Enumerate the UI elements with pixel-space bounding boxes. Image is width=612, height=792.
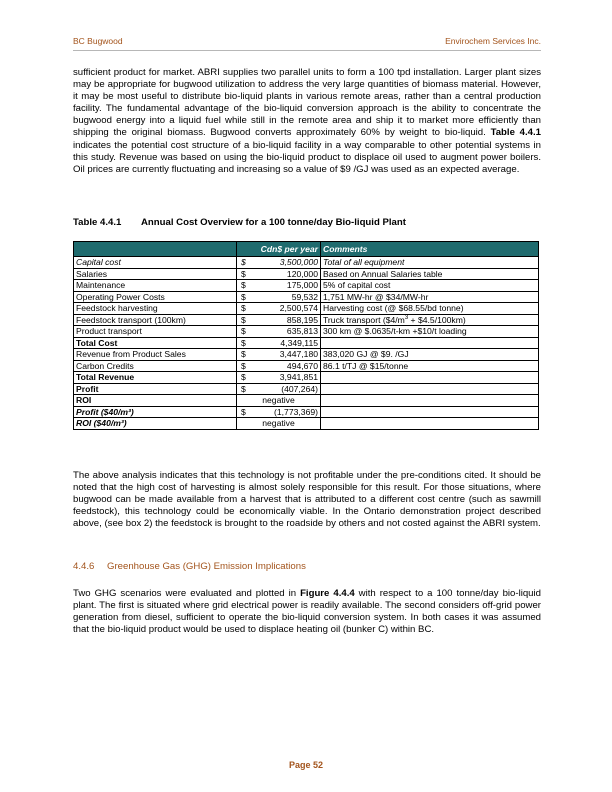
row-label: Feedstock harvesting [74, 303, 237, 315]
intro-paragraph-text-end: indicates the potential cost structure of a bio-liquid facility in a way comparable to other potential systems in this study. Revenue was based on using the bio-liquid product to displace oil used to augment power boilers. Oil prices are currently fluctuating and increasing so a value of $9 /GJ was used as an expected average. [73, 139, 541, 175]
row-label: Profit [74, 383, 237, 395]
table-row [74, 349, 539, 361]
amount: 59,532 [291, 291, 318, 302]
header-value: Cdn$ per year [237, 242, 321, 257]
row-comment [321, 337, 539, 349]
dollar-sign: $ [241, 406, 246, 417]
amount: 4,349,115 [280, 337, 318, 348]
amount: 2,500,574 [279, 303, 318, 314]
figure-reference-link: Figure 4.4.4 [300, 588, 355, 599]
table-row [74, 406, 539, 418]
intro-paragraph [73, 67, 541, 176]
page-header [73, 36, 541, 50]
table-row [74, 280, 539, 292]
row-label: Capital cost [74, 257, 237, 269]
table-row [74, 395, 539, 407]
table-caption [73, 217, 541, 228]
row-label: Total Cost [74, 337, 237, 349]
table-row [74, 268, 539, 280]
dollar-sign: $ [241, 303, 246, 313]
dollar-sign: $ [241, 257, 246, 267]
page-number: Page 52 [288, 760, 324, 770]
amount: (1,773,369) [274, 406, 318, 417]
row-comment [321, 383, 539, 395]
dollar-sign: $ [241, 280, 246, 290]
dollar-sign: $ [241, 291, 246, 302]
dollar-sign: $ [241, 360, 246, 371]
amount: 120,000 [286, 268, 318, 279]
header-comments: Comments [321, 242, 539, 257]
ghg-paragraph-text-end: with respect to a 100 tonne/day bio-liquid plant. The first is situated where grid electrical power is readily available. The second considers off-grid power generation from diesel, sufficient to operate the bio-liquid conversion system. In both cases it was assumed that the bio-liquid product would be used to displace heating oil (bunker C) within BC. [73, 588, 541, 636]
dollar-sign: $ [241, 349, 246, 359]
row-value [237, 372, 321, 384]
analysis-paragraph: The above analysis indicates that this technology is not profitable under the pre-conditions cited. It should be noted that the high cost of harvesting is almost solely responsible for this result. For those situations, where bugwood can be made available from a harvest that is attributed to a different cost centre (such as sawmill feedstock), this technology could be economically viable. In the Ontario demonstration project described above, (see box 2) the feedstock is brought to the roadside by others and not costed against the ABRI system. [73, 470, 541, 530]
row-value [237, 303, 321, 315]
ghg-paragraph-text: Two GHG scenarios were evaluated and plotted in [73, 588, 301, 599]
table-row [74, 372, 539, 384]
table-row [74, 337, 539, 349]
row-label: Salaries [74, 268, 237, 280]
row-comment: Based on Annual Salaries table [321, 268, 539, 280]
row-comment [321, 314, 539, 326]
row-comment: Harvesting cost (@ $68.55/bd tonne) [321, 303, 539, 315]
section-number: 4.4.6 [73, 561, 95, 572]
row-value [237, 268, 321, 280]
row-value [237, 349, 321, 361]
row-value [237, 326, 321, 338]
comment-text-end: + $4.5/100km) [408, 314, 466, 325]
dollar-sign: $ [241, 337, 246, 348]
row-comment: 1,751 MW-hr @ $34/MW-hr [321, 291, 539, 303]
row-label: Product transport [74, 326, 237, 338]
row-value: negative [237, 395, 321, 407]
header-divider [73, 50, 541, 51]
table-row [74, 326, 539, 338]
row-label: Feedstock transport (100km) [74, 314, 237, 326]
section-title: Greenhouse Gas (GHG) Emission Implications [107, 561, 306, 572]
row-comment: 5% of capital cost [321, 280, 539, 292]
table-row [74, 303, 539, 315]
row-value [237, 314, 321, 326]
row-label: Maintenance [74, 280, 237, 292]
row-value: negative [237, 418, 321, 430]
dollar-sign: $ [241, 268, 246, 279]
superscript: 3 [404, 314, 409, 321]
section-heading [73, 561, 541, 572]
table-row [74, 383, 539, 395]
table-row [74, 360, 539, 372]
header-right-title: Envirochem Services Inc. [445, 36, 541, 46]
row-value [237, 280, 321, 292]
cost-overview-table [73, 241, 539, 430]
row-value [237, 383, 321, 395]
row-label: Profit ($40/m³) [74, 406, 237, 418]
amount: (407,264) [281, 383, 318, 394]
amount: 175,000 [286, 280, 318, 291]
amount: 858,195 [286, 314, 318, 325]
row-comment: 86.1 t/TJ @ $15/tonne [321, 360, 539, 372]
row-comment: 300 km @ $.0635/t-km +$10/t loading [321, 326, 539, 338]
row-label: Total Revenue [74, 372, 237, 384]
table-row [74, 418, 539, 430]
amount: 3,500,000 [279, 257, 318, 268]
table-title: Annual Cost Overview for a 100 tonne/day Bio-liquid Plant [141, 217, 406, 228]
table-row [74, 257, 539, 269]
dollar-sign: $ [241, 383, 246, 394]
table-header-row [74, 242, 539, 257]
table-reference-link: Table 4.4.1 [490, 127, 541, 139]
dollar-sign: $ [241, 314, 246, 325]
row-comment [321, 372, 539, 384]
header-blank-cell [74, 242, 237, 257]
comment-text: Truck transport ($4/m [323, 314, 405, 325]
header-left-title: BC Bugwood [73, 36, 123, 46]
amount: 3,941,851 [279, 372, 318, 383]
table-row [74, 291, 539, 303]
table-number: Table 4.4.1 [73, 217, 122, 228]
row-value [237, 257, 321, 269]
row-label: ROI ($40/m³) [74, 418, 237, 430]
row-label: ROI [74, 395, 237, 407]
row-label: Revenue from Product Sales [74, 349, 237, 361]
intro-paragraph-text: sufficient product for market. ABRI supplies two parallel units to form a 100 tpd installation. Larger plant sizes may be appropriate for bugwood utilization to address the very large quantities of biomass material. However, it may be most useful to distribute bio-liquid plants in various remote areas, rather than a central production facility. The fundamental advantage of the bio-liquid conversion approach is the ability to concentrate the bugwood energy into a liquid fuel while still in the remote area and ship it to market more efficiently than shipping the original biomass. Bugwood converts approximately 60% by weight to bio-liquid. [73, 67, 541, 139]
row-value [237, 360, 321, 372]
row-comment: Total of all equipment [321, 257, 539, 269]
dollar-sign: $ [241, 326, 246, 336]
row-value [237, 406, 321, 418]
row-comment [321, 406, 539, 418]
row-comment [321, 395, 539, 407]
row-label: Operating Power Costs [74, 291, 237, 303]
row-comment: 383,020 GJ @ $9. /GJ [321, 349, 539, 361]
ghg-paragraph [73, 588, 541, 636]
table-row [74, 314, 539, 326]
row-value [237, 337, 321, 349]
row-label: Carbon Credits [74, 360, 237, 372]
row-value [237, 291, 321, 303]
amount: 635,813 [286, 326, 318, 337]
row-comment [321, 418, 539, 430]
amount: 3,447,180 [279, 349, 318, 360]
dollar-sign: $ [241, 372, 246, 382]
amount: 494,670 [286, 360, 318, 371]
